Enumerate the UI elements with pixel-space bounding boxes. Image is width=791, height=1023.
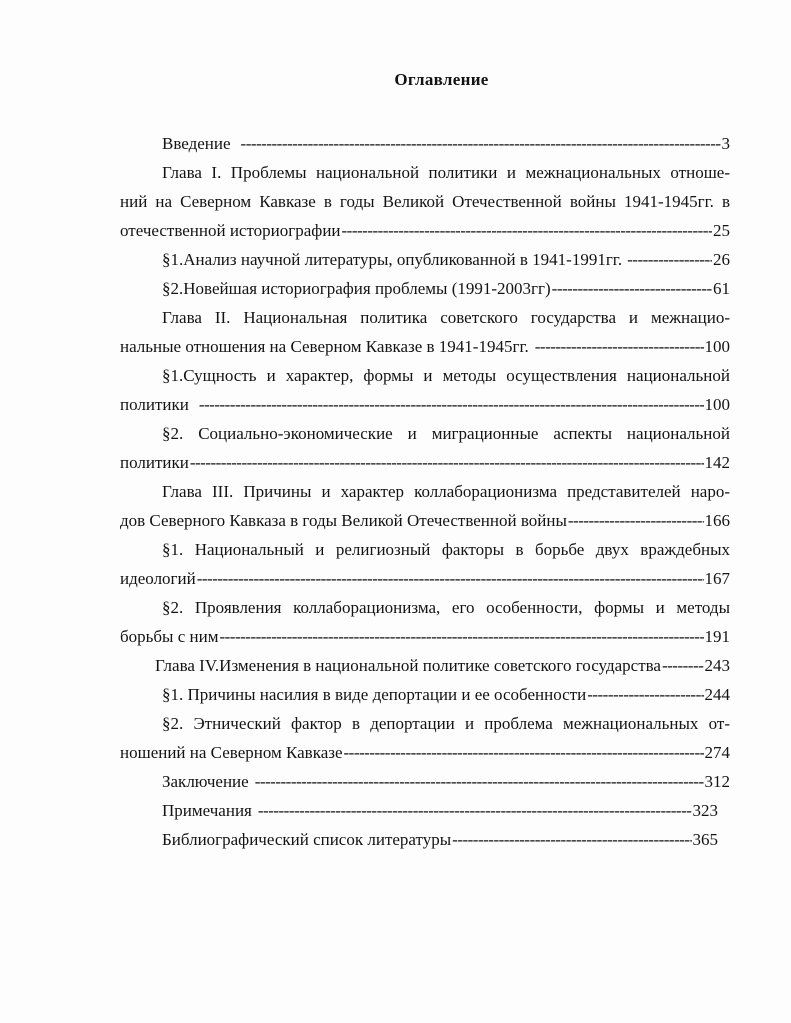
toc-label: Библиографический список литературы <box>162 830 452 849</box>
toc-entry-chapter-4-section-2[interactable] <box>120 709 730 767</box>
dot-leader <box>241 129 721 158</box>
toc-label-line: §2. Этнический фактор в депортации и проблема межнациональных от- <box>162 714 730 733</box>
toc-entry-chapter-3-section-2[interactable] <box>120 593 730 651</box>
toc-entry-chapter-1[interactable] <box>120 158 730 245</box>
toc-page-number: 25 <box>713 221 730 240</box>
toc-label-line: борьбы с ним <box>120 627 219 646</box>
toc-label-line: Глава II. Национальная политика советского государства и межнацио- <box>162 308 730 327</box>
toc-entry-chapter-4-section-1[interactable] <box>120 680 730 709</box>
toc-label-line: ний на Северном Кавказе в годы Великой Отечественной войны 1941-1945гг. в <box>120 192 730 211</box>
page-title: Оглавление <box>394 70 489 89</box>
toc-label: Примечания <box>162 801 252 820</box>
dot-leader <box>344 738 704 767</box>
toc-page-number: 3 <box>721 134 730 153</box>
dot-leader <box>662 651 704 680</box>
toc-entry-chapter-2-section-1[interactable] <box>120 361 730 419</box>
toc-entry-chapter-3[interactable] <box>120 477 730 535</box>
toc-entry-chapter-2[interactable] <box>120 303 730 361</box>
toc-label-line: политики <box>120 395 189 414</box>
dot-leader <box>190 448 704 477</box>
table-of-contents <box>120 129 730 854</box>
dot-leader <box>219 622 703 651</box>
toc-entry-conclusion[interactable] <box>120 767 730 796</box>
dot-leader <box>197 564 704 593</box>
toc-page-number: 166 <box>704 511 730 530</box>
toc-page-number: 323 <box>692 801 718 820</box>
toc-label-line: Глава III. Причины и характер коллаборационизма представителей наро- <box>162 482 730 501</box>
toc-entry-bibliography[interactable] <box>120 825 730 854</box>
toc-page-number: 26 <box>713 250 730 269</box>
toc-entry-chapter-1-section-1[interactable] <box>120 245 730 274</box>
toc-page-number: 243 <box>704 656 730 675</box>
toc-label-line: политики <box>120 453 189 472</box>
toc-label: §1. Причины насилия в виде депортации и ее особенности <box>162 685 587 704</box>
toc-entry-chapter-2-section-2[interactable] <box>120 419 730 477</box>
toc-page-number: 142 <box>704 453 730 472</box>
dot-leader <box>255 767 704 796</box>
toc-label-line: §2. Социально-экономические и миграционные аспекты национальной <box>162 424 730 443</box>
toc-page-number: 312 <box>704 772 730 791</box>
dot-leader <box>627 245 712 274</box>
toc-label-line: §1. Национальный и религиозный факторы в борьбе двух враждебных <box>162 540 730 559</box>
dot-leader <box>552 274 712 303</box>
toc-page-number: 191 <box>704 627 730 646</box>
dot-leader <box>568 506 704 535</box>
toc-label: Заключение <box>162 772 249 791</box>
dot-leader <box>258 796 692 825</box>
toc-entry-chapter-1-section-2[interactable] <box>120 274 730 303</box>
toc-label-line: дов Северного Кавказа в годы Великой Отечественной войны <box>120 511 567 530</box>
toc-entry-notes[interactable] <box>120 796 730 825</box>
toc-label-line: отечественной историографии <box>120 221 341 240</box>
toc-page-number: 100 <box>704 395 730 414</box>
toc-page-number: 274 <box>704 743 730 762</box>
dot-leader <box>587 680 703 709</box>
toc-entry-chapter-4[interactable] <box>120 651 730 680</box>
toc-label: Введение <box>162 134 231 153</box>
toc-label-line: Глава I. Проблемы национальной политики и межнациональных отноше- <box>162 163 730 182</box>
toc-page-number: 167 <box>704 569 730 588</box>
toc-label-line: §2. Проявления коллаборационизма, его особенности, формы и методы <box>162 598 730 617</box>
toc-label-line: §1.Сущность и характер, формы и методы осуществления национальной <box>162 366 730 385</box>
toc-label: §2.Новейшая историография проблемы (1991-2003гг) <box>162 279 551 298</box>
dot-leader <box>452 825 691 854</box>
toc-label-line: нальные отношения на Северном Кавказе в 1941-1945гг. <box>120 337 529 356</box>
toc-label-line: ношений на Северном Кавказе <box>120 743 343 762</box>
dot-leader <box>342 216 712 245</box>
toc-page-number: 100 <box>704 337 730 356</box>
toc-page-number: 61 <box>713 279 730 298</box>
toc-label: §1.Анализ научной литературы, опубликованной в 1941-1991гг. <box>162 250 623 269</box>
toc-entry-chapter-3-section-1[interactable] <box>120 535 730 593</box>
dot-leader <box>199 390 704 419</box>
dot-leader <box>535 332 704 361</box>
toc-page-number: 365 <box>692 830 718 849</box>
toc-label: Глава IV.Изменения в национальной политике советского государства <box>155 656 661 675</box>
toc-label-line: идеологий <box>120 569 196 588</box>
toc-entry-introduction[interactable] <box>120 129 730 158</box>
toc-page-number: 244 <box>704 685 730 704</box>
